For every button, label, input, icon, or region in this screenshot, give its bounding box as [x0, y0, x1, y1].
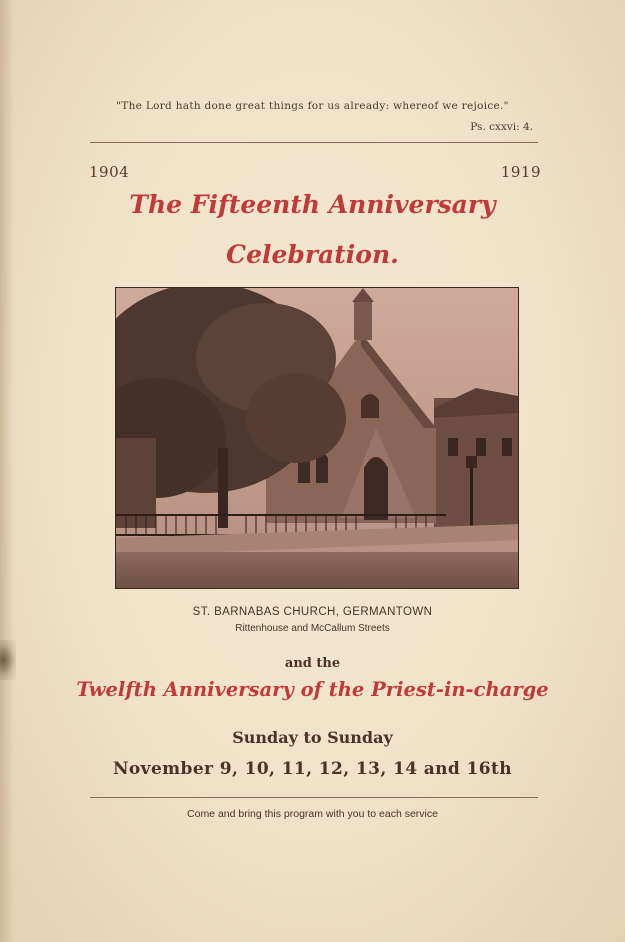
date-list: November 9, 10, 11, 12, 13, 14 and 16th — [112, 759, 512, 779]
title-line-1: The Fifteenth Anniversary — [129, 190, 496, 219]
top-divider — [90, 142, 538, 143]
scripture-citation: Ps. cxxvi: 4. — [470, 121, 533, 133]
footer-note: Come and bring this program with you to each service — [187, 808, 438, 820]
title-line-2: Celebration. — [226, 240, 399, 269]
church-photo — [115, 287, 519, 589]
bottom-divider — [90, 797, 538, 798]
photo-caption: ST. BARNABAS CHURCH, GERMANTOWN — [192, 606, 433, 618]
start-year: 1904 — [89, 163, 130, 181]
date-range: Sunday to Sunday — [232, 728, 393, 747]
subtitle-line: Twelfth Anniversary of the Priest-in-charge — [76, 678, 549, 701]
scripture-quote: "The Lord hath done great things for us already: whereof we rejoice." — [116, 100, 509, 112]
end-year: 1919 — [500, 163, 541, 181]
connector-text: and the — [284, 656, 341, 671]
photo-subcaption: Rittenhouse and McCallum Streets — [235, 623, 390, 634]
